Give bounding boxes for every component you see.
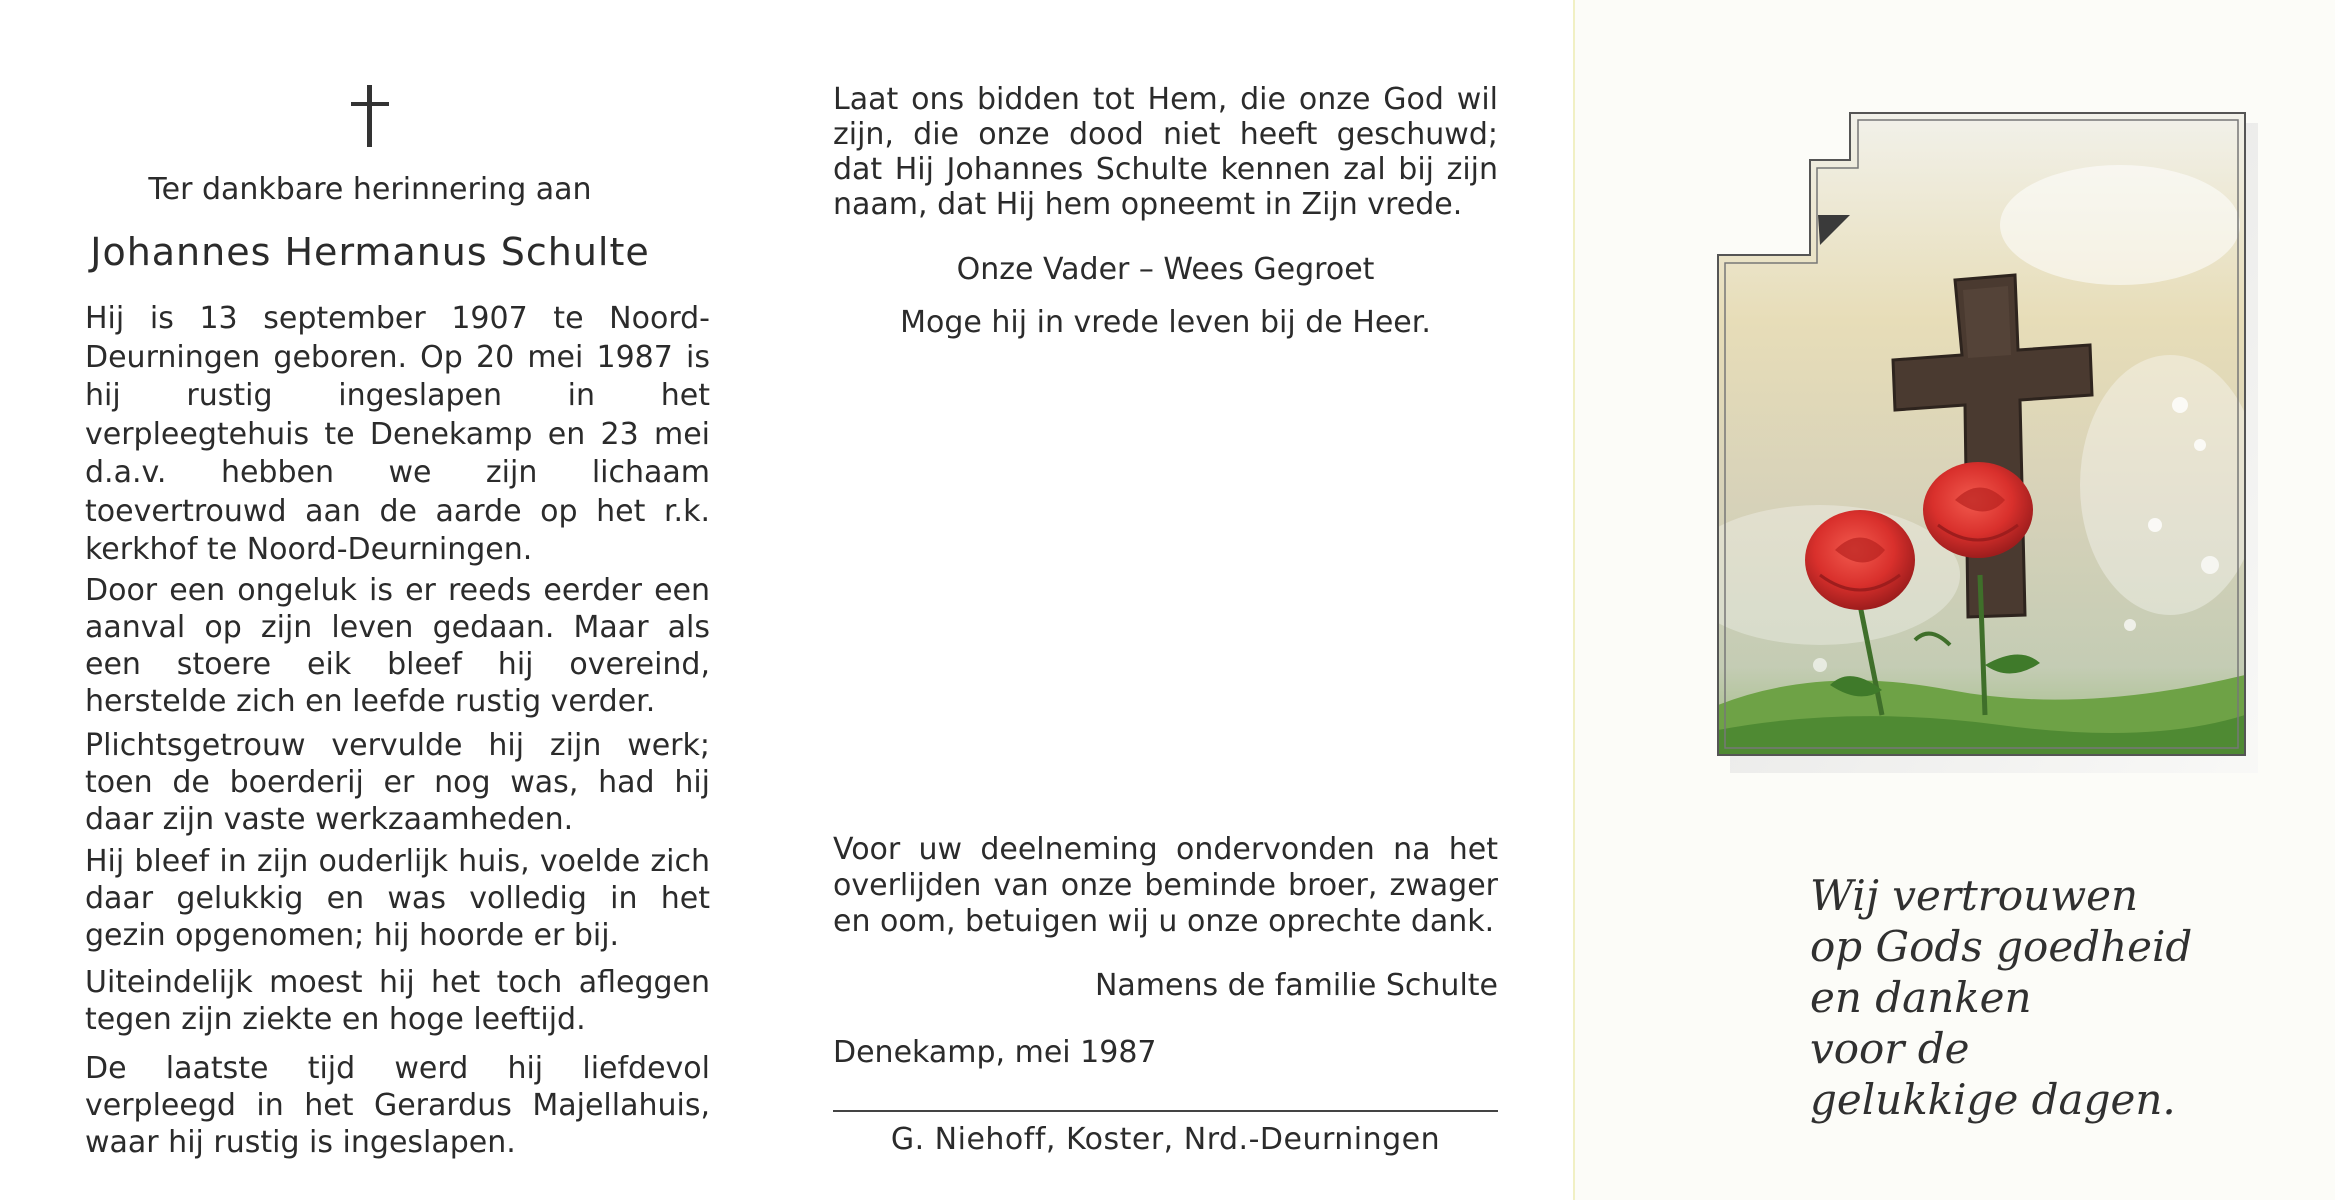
prayer-names: Onze Vader – Wees Gegroet — [956, 252, 1375, 287]
biography-paragraph: Hij is 13 september 1907 te Noord-Deurningen geboren. Op 20 mei 1987 is hij rustig ingeslapen in het verpleegtehuis te Denekamp en 23 mei d.a.v. hebben we zijn lichaam toevertrouwd aan de aarde op het r.k. kerkhof te Noord-Deurningen. — [85, 301, 710, 567]
biography-paragraph: Uiteindelijk moest hij het toch afleggen tegen zijn ziekte en hoge leeftijd. — [85, 965, 710, 1037]
card-fold-line — [1573, 0, 1575, 1200]
prayer-text: Laat ons bidden tot Hem, die onze God wil zijn, die onze dood niet heeft geschuwd; dat Hij Johannes Schulte kennen zal bij zijn naam, dat Hij hem opneemt in Zijn vrede. — [833, 82, 1498, 222]
cross-with-roses-image — [1700, 105, 2260, 825]
motto-line: Wij vertrouwen — [1810, 871, 2139, 920]
thanks-text: Voor uw deelneming ondervonden na het overlijden van onze beminde broer, zwager en oom, betuigen wij u onze oprechte dank. — [833, 832, 1498, 939]
deceased-name: Johannes Hermanus Schulte — [90, 230, 650, 274]
biography-paragraph: Door een ongeluk is er reeds eerder een aanval op zijn leven gedaan. Maar als een stoere eik bleef hij overeind, herstelde zich en leefde rustig verder. — [85, 573, 710, 719]
biography-paragraph: Plichtsgetrouw vervulde hij zijn werk; toen de boerderij er nog was, had hij daar zijn vaste werkzaamheden. — [85, 728, 710, 837]
divider-rule — [833, 1110, 1498, 1112]
motto — [1810, 870, 2230, 1125]
intro-line: Ter dankbare herinnering aan — [148, 172, 592, 207]
printer-credit: G. Niehoff, Koster, Nrd.-Deurningen — [890, 1122, 1441, 1157]
place-date: Denekamp, mei 1987 — [833, 1035, 1157, 1070]
family-signature: Namens de familie Schulte — [1094, 968, 1498, 1003]
motto-line: voor de — [1810, 1024, 1970, 1073]
motto-line: en danken — [1810, 973, 2032, 1022]
biography-paragraph: De laatste tijd werd hij liefdevol verpleegd in het Gerardus Majellahuis, waar hij rustig is ingeslapen. — [85, 1051, 710, 1160]
prayer-wish: Moge hij in vrede leven bij de Heer. — [900, 305, 1431, 340]
motto-line: op Gods goedheid — [1810, 922, 2193, 971]
motto-line: gelukkige dagen. — [1810, 1075, 2176, 1124]
biography-paragraph: Hij bleef in zijn ouderlijk huis, voelde zich daar gelukkig en was volledig in het gezin opgenomen; hij hoorde er bij. — [85, 844, 710, 953]
cross-icon — [351, 85, 389, 147]
